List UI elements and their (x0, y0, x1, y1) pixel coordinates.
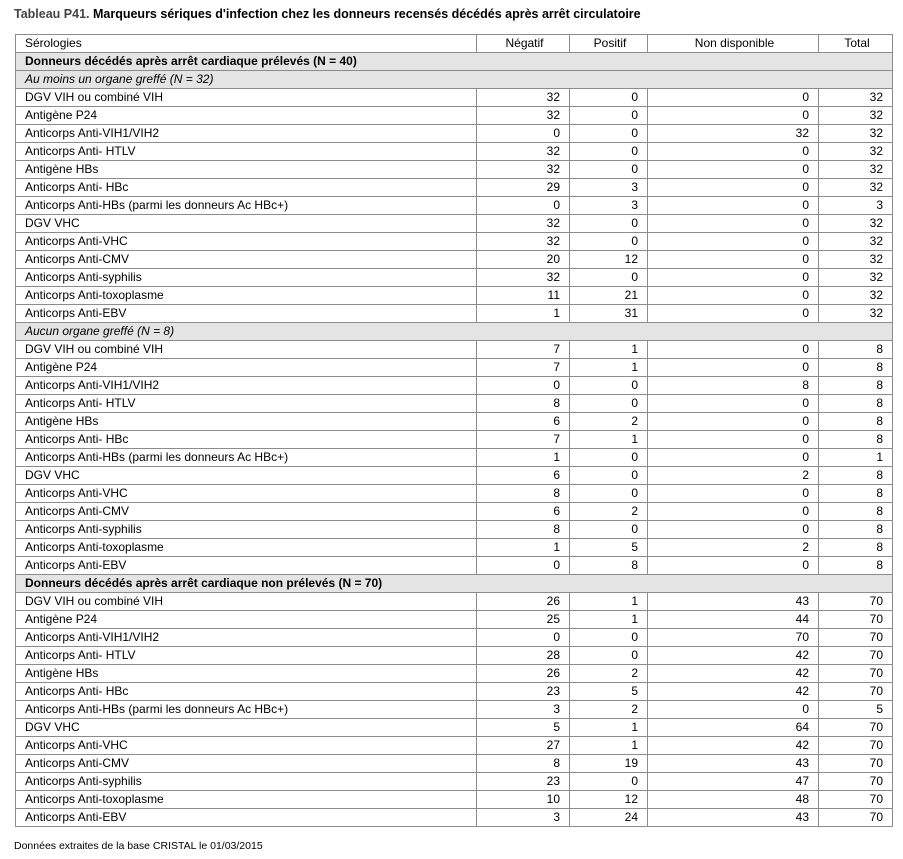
cell-serologie: Anticorps Anti-CMV (16, 755, 477, 773)
table-row (16, 359, 893, 377)
cell-total: 1 (819, 449, 893, 467)
cell-negatif: 1 (477, 449, 570, 467)
cell-positif: 0 (570, 449, 648, 467)
cell-positif: 2 (570, 701, 648, 719)
cell-positif: 1 (570, 341, 648, 359)
table-row (16, 683, 893, 701)
cell-serologie: DGV VIH ou combiné VIH (16, 341, 477, 359)
cell-non-disponible: 0 (648, 215, 819, 233)
cell-negatif: 0 (477, 197, 570, 215)
cell-serologie: DGV VIH ou combiné VIH (16, 89, 477, 107)
cell-negatif: 32 (477, 107, 570, 125)
cell-negatif: 10 (477, 791, 570, 809)
cell-non-disponible: 42 (648, 665, 819, 683)
cell-negatif: 1 (477, 305, 570, 323)
cell-negatif: 7 (477, 359, 570, 377)
cell-non-disponible: 0 (648, 305, 819, 323)
cell-positif: 0 (570, 395, 648, 413)
cell-positif: 2 (570, 503, 648, 521)
cell-positif: 0 (570, 377, 648, 395)
cell-non-disponible: 0 (648, 701, 819, 719)
cell-non-disponible: 70 (648, 629, 819, 647)
cell-total: 70 (819, 755, 893, 773)
cell-positif: 1 (570, 719, 648, 737)
table-row (16, 737, 893, 755)
header-row (16, 35, 893, 53)
cell-non-disponible: 0 (648, 89, 819, 107)
cell-total: 8 (819, 431, 893, 449)
cell-serologie: Anticorps Anti- HTLV (16, 395, 477, 413)
cell-total: 70 (819, 737, 893, 755)
cell-serologie: Antigène P24 (16, 611, 477, 629)
cell-non-disponible: 0 (648, 449, 819, 467)
cell-positif: 0 (570, 647, 648, 665)
cell-serologie: Anticorps Anti-VIH1/VIH2 (16, 125, 477, 143)
cell-total: 8 (819, 485, 893, 503)
cell-serologie: Anticorps Anti- HBc (16, 683, 477, 701)
table-row (16, 287, 893, 305)
cell-non-disponible: 43 (648, 809, 819, 827)
table-row (16, 107, 893, 125)
cell-total: 32 (819, 143, 893, 161)
cell-serologie: Antigène HBs (16, 161, 477, 179)
table-row (16, 125, 893, 143)
cell-serologie: Anticorps Anti- HTLV (16, 143, 477, 161)
cell-non-disponible: 0 (648, 521, 819, 539)
cell-negatif: 3 (477, 701, 570, 719)
cell-positif: 1 (570, 737, 648, 755)
cell-positif: 0 (570, 467, 648, 485)
cell-negatif: 32 (477, 233, 570, 251)
cell-positif: 0 (570, 107, 648, 125)
cell-total: 32 (819, 269, 893, 287)
cell-non-disponible: 0 (648, 413, 819, 431)
cell-serologie: Anticorps Anti-VHC (16, 737, 477, 755)
cell-total: 8 (819, 359, 893, 377)
cell-positif: 1 (570, 431, 648, 449)
table-number: Tableau P41. (14, 7, 90, 21)
cell-non-disponible: 0 (648, 287, 819, 305)
cell-positif: 0 (570, 89, 648, 107)
cell-serologie: Anticorps Anti-VIH1/VIH2 (16, 629, 477, 647)
cell-serologie: Anticorps Anti- HBc (16, 431, 477, 449)
cell-positif: 31 (570, 305, 648, 323)
cell-serologie: Anticorps Anti-HBs (parmi les donneurs Ac HBc+) (16, 197, 477, 215)
table-row (16, 521, 893, 539)
table-row (16, 719, 893, 737)
cell-positif: 12 (570, 251, 648, 269)
table-row (16, 647, 893, 665)
cell-negatif: 23 (477, 683, 570, 701)
column-header-positif: Positif (570, 35, 648, 53)
cell-total: 32 (819, 125, 893, 143)
cell-serologie: Anticorps Anti-HBs (parmi les donneurs Ac HBc+) (16, 701, 477, 719)
cell-total: 70 (819, 647, 893, 665)
cell-positif: 21 (570, 287, 648, 305)
table-row (16, 305, 893, 323)
cell-total: 8 (819, 377, 893, 395)
cell-total: 32 (819, 161, 893, 179)
section-label: Donneurs décédés après arrêt cardiaque non prélevés (N = 70) (16, 575, 893, 593)
column-header-total: Total (819, 35, 893, 53)
subsection-row (16, 71, 893, 89)
table-row (16, 377, 893, 395)
cell-negatif: 5 (477, 719, 570, 737)
table-row (16, 773, 893, 791)
table-row (16, 251, 893, 269)
serology-table (15, 34, 893, 827)
cell-positif: 8 (570, 557, 648, 575)
cell-negatif: 26 (477, 593, 570, 611)
cell-non-disponible: 0 (648, 557, 819, 575)
cell-non-disponible: 0 (648, 359, 819, 377)
cell-positif: 24 (570, 809, 648, 827)
cell-non-disponible: 0 (648, 503, 819, 521)
subsection-label: Aucun organe greffé (N = 8) (16, 323, 893, 341)
cell-serologie: Antigène P24 (16, 359, 477, 377)
cell-total: 32 (819, 305, 893, 323)
cell-negatif: 32 (477, 269, 570, 287)
cell-non-disponible: 43 (648, 593, 819, 611)
cell-positif: 12 (570, 791, 648, 809)
cell-negatif: 8 (477, 395, 570, 413)
cell-serologie: DGV VHC (16, 467, 477, 485)
cell-non-disponible: 47 (648, 773, 819, 791)
cell-negatif: 27 (477, 737, 570, 755)
cell-negatif: 7 (477, 431, 570, 449)
source-note: Données extraites de la base CRISTAL le 01/03/2015 (14, 840, 263, 852)
cell-negatif: 8 (477, 485, 570, 503)
cell-total: 70 (819, 683, 893, 701)
cell-non-disponible: 0 (648, 107, 819, 125)
cell-negatif: 6 (477, 467, 570, 485)
cell-negatif: 29 (477, 179, 570, 197)
cell-total: 8 (819, 503, 893, 521)
cell-serologie: Anticorps Anti- HBc (16, 179, 477, 197)
cell-total: 70 (819, 611, 893, 629)
table-row (16, 431, 893, 449)
cell-positif: 0 (570, 125, 648, 143)
cell-positif: 3 (570, 179, 648, 197)
cell-positif: 1 (570, 611, 648, 629)
column-header-non-disponible: Non disponible (648, 35, 819, 53)
cell-negatif: 6 (477, 413, 570, 431)
cell-total: 32 (819, 251, 893, 269)
section-row (16, 53, 893, 71)
cell-non-disponible: 0 (648, 269, 819, 287)
cell-serologie: Anticorps Anti-toxoplasme (16, 287, 477, 305)
cell-positif: 0 (570, 143, 648, 161)
cell-serologie: Anticorps Anti-EBV (16, 809, 477, 827)
cell-total: 8 (819, 413, 893, 431)
cell-non-disponible: 8 (648, 377, 819, 395)
cell-serologie: Anticorps Anti-toxoplasme (16, 539, 477, 557)
cell-non-disponible: 0 (648, 251, 819, 269)
table-row (16, 215, 893, 233)
cell-total: 70 (819, 593, 893, 611)
cell-negatif: 3 (477, 809, 570, 827)
cell-negatif: 23 (477, 773, 570, 791)
cell-non-disponible: 0 (648, 233, 819, 251)
cell-total: 32 (819, 107, 893, 125)
cell-positif: 2 (570, 413, 648, 431)
cell-total: 70 (819, 665, 893, 683)
cell-total: 70 (819, 773, 893, 791)
cell-positif: 1 (570, 359, 648, 377)
table-row (16, 413, 893, 431)
cell-total: 32 (819, 233, 893, 251)
cell-negatif: 32 (477, 161, 570, 179)
table-row (16, 557, 893, 575)
cell-positif: 0 (570, 629, 648, 647)
cell-negatif: 32 (477, 143, 570, 161)
table-caption: Marqueurs sériques d'infection chez les donneurs recensés décédés après arrêt circulatoire (92, 7, 641, 21)
table-row (16, 701, 893, 719)
cell-negatif: 28 (477, 647, 570, 665)
cell-non-disponible: 0 (648, 161, 819, 179)
table-row (16, 809, 893, 827)
cell-positif: 0 (570, 269, 648, 287)
table-row (16, 143, 893, 161)
cell-positif: 0 (570, 485, 648, 503)
cell-positif: 2 (570, 665, 648, 683)
cell-positif: 1 (570, 593, 648, 611)
cell-serologie: Anticorps Anti-toxoplasme (16, 791, 477, 809)
cell-total: 70 (819, 809, 893, 827)
table-row (16, 179, 893, 197)
table-row (16, 503, 893, 521)
cell-negatif: 11 (477, 287, 570, 305)
cell-non-disponible: 2 (648, 467, 819, 485)
table-row (16, 755, 893, 773)
cell-serologie: Anticorps Anti-EBV (16, 305, 477, 323)
cell-non-disponible: 32 (648, 125, 819, 143)
cell-serologie: Anticorps Anti-CMV (16, 503, 477, 521)
cell-non-disponible: 0 (648, 143, 819, 161)
subsection-row (16, 323, 893, 341)
table-row (16, 197, 893, 215)
cell-positif: 0 (570, 161, 648, 179)
cell-serologie: Anticorps Anti-syphilis (16, 521, 477, 539)
column-header-serologies: Sérologies (16, 35, 477, 53)
cell-non-disponible: 64 (648, 719, 819, 737)
cell-total: 70 (819, 629, 893, 647)
cell-non-disponible: 0 (648, 395, 819, 413)
cell-serologie: Anticorps Anti-syphilis (16, 269, 477, 287)
cell-serologie: DGV VHC (16, 215, 477, 233)
cell-negatif: 8 (477, 521, 570, 539)
table-row (16, 161, 893, 179)
column-header-negatif: Négatif (477, 35, 570, 53)
cell-positif: 0 (570, 233, 648, 251)
table-row (16, 395, 893, 413)
cell-negatif: 6 (477, 503, 570, 521)
cell-total: 8 (819, 341, 893, 359)
table-row (16, 341, 893, 359)
subsection-label: Au moins un organe greffé (N = 32) (16, 71, 893, 89)
cell-negatif: 32 (477, 89, 570, 107)
cell-serologie: Antigène HBs (16, 665, 477, 683)
cell-positif: 0 (570, 773, 648, 791)
section-row (16, 575, 893, 593)
cell-total: 32 (819, 89, 893, 107)
cell-total: 8 (819, 539, 893, 557)
cell-negatif: 7 (477, 341, 570, 359)
cell-negatif: 1 (477, 539, 570, 557)
cell-total: 70 (819, 719, 893, 737)
cell-serologie: Antigène P24 (16, 107, 477, 125)
cell-positif: 3 (570, 197, 648, 215)
cell-positif: 5 (570, 539, 648, 557)
table-row (16, 539, 893, 557)
table-row (16, 611, 893, 629)
cell-serologie: Anticorps Anti-CMV (16, 251, 477, 269)
table-row (16, 791, 893, 809)
cell-non-disponible: 43 (648, 755, 819, 773)
cell-negatif: 20 (477, 251, 570, 269)
table-row (16, 467, 893, 485)
cell-non-disponible: 0 (648, 431, 819, 449)
cell-negatif: 25 (477, 611, 570, 629)
table-row (16, 485, 893, 503)
cell-serologie: Anticorps Anti-VHC (16, 233, 477, 251)
cell-total: 32 (819, 287, 893, 305)
cell-positif: 0 (570, 521, 648, 539)
cell-total: 8 (819, 557, 893, 575)
cell-non-disponible: 48 (648, 791, 819, 809)
table-body (16, 53, 893, 827)
cell-non-disponible: 0 (648, 485, 819, 503)
cell-negatif: 32 (477, 215, 570, 233)
cell-serologie: Anticorps Anti-VIH1/VIH2 (16, 377, 477, 395)
cell-positif: 0 (570, 215, 648, 233)
cell-total: 32 (819, 215, 893, 233)
cell-non-disponible: 44 (648, 611, 819, 629)
table-row (16, 89, 893, 107)
table-row (16, 665, 893, 683)
cell-serologie: DGV VIH ou combiné VIH (16, 593, 477, 611)
table-title (14, 7, 641, 21)
cell-positif: 5 (570, 683, 648, 701)
cell-negatif: 0 (477, 629, 570, 647)
cell-non-disponible: 0 (648, 179, 819, 197)
cell-non-disponible: 42 (648, 683, 819, 701)
section-label: Donneurs décédés après arrêt cardiaque prélevés (N = 40) (16, 53, 893, 71)
cell-non-disponible: 0 (648, 341, 819, 359)
cell-negatif: 8 (477, 755, 570, 773)
cell-non-disponible: 0 (648, 197, 819, 215)
cell-negatif: 0 (477, 557, 570, 575)
cell-positif: 19 (570, 755, 648, 773)
cell-total: 8 (819, 467, 893, 485)
cell-non-disponible: 2 (648, 539, 819, 557)
cell-total: 3 (819, 197, 893, 215)
cell-total: 5 (819, 701, 893, 719)
cell-non-disponible: 42 (648, 737, 819, 755)
cell-serologie: Anticorps Anti-HBs (parmi les donneurs Ac HBc+) (16, 449, 477, 467)
table-row (16, 593, 893, 611)
table-row (16, 233, 893, 251)
table-row (16, 449, 893, 467)
cell-total: 32 (819, 179, 893, 197)
cell-negatif: 0 (477, 377, 570, 395)
table-row (16, 629, 893, 647)
cell-non-disponible: 42 (648, 647, 819, 665)
cell-serologie: Antigène HBs (16, 413, 477, 431)
table-row (16, 269, 893, 287)
cell-negatif: 26 (477, 665, 570, 683)
cell-total: 8 (819, 521, 893, 539)
cell-serologie: Anticorps Anti-EBV (16, 557, 477, 575)
cell-negatif: 0 (477, 125, 570, 143)
cell-total: 8 (819, 395, 893, 413)
cell-serologie: Anticorps Anti- HTLV (16, 647, 477, 665)
cell-serologie: Anticorps Anti-syphilis (16, 773, 477, 791)
cell-serologie: Anticorps Anti-VHC (16, 485, 477, 503)
cell-total: 70 (819, 791, 893, 809)
cell-serologie: DGV VHC (16, 719, 477, 737)
